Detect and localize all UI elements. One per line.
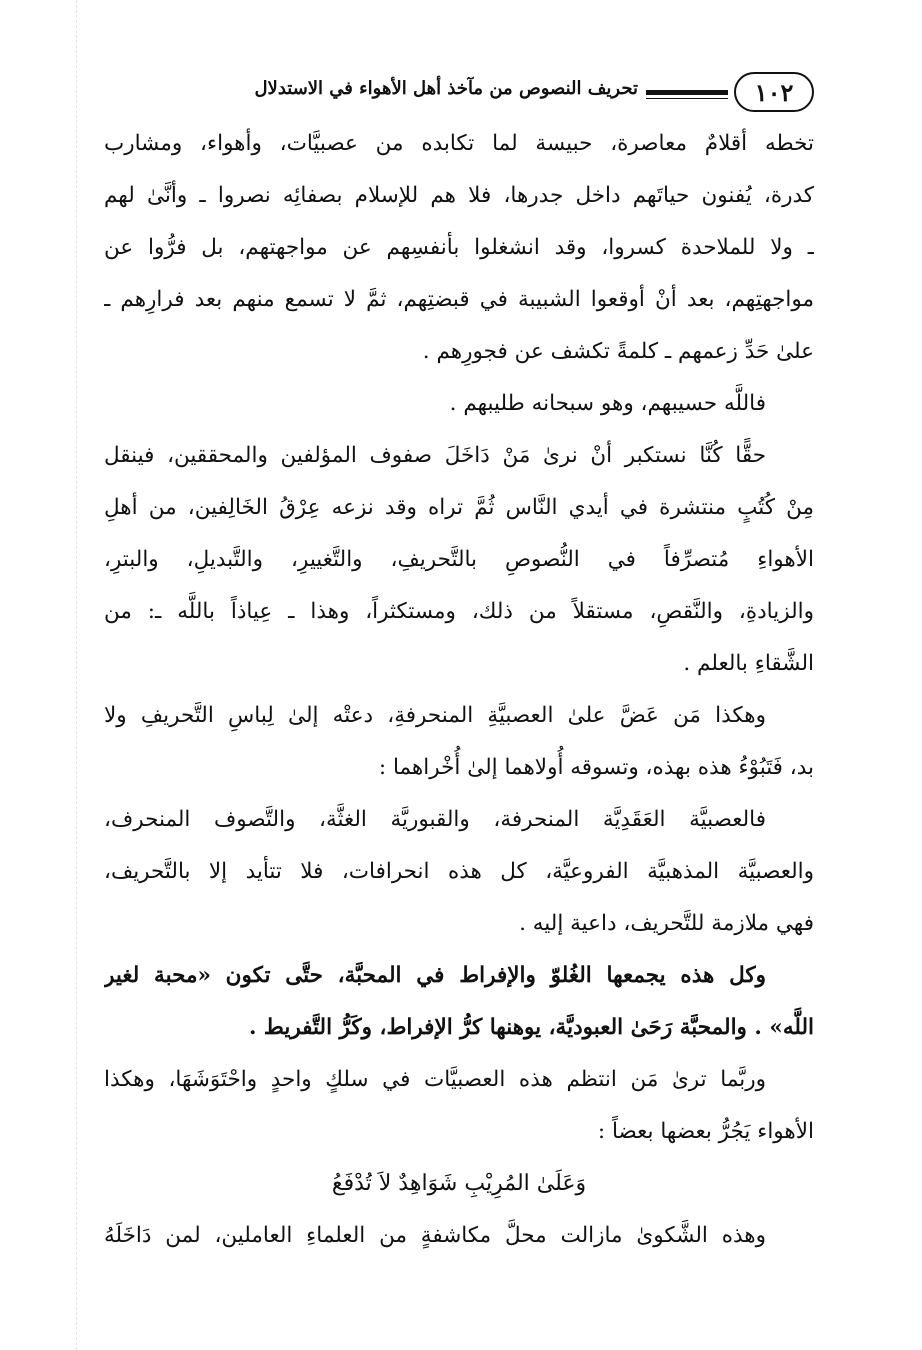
verse-line: وَعَلَىٰ المُرِيْبِ شَوَاهِدٌ لاَ تُدْفَعُ (331, 1171, 587, 1196)
text-line: كدرة، يُفنون حياتَهم داخل جدرها، فلا هم للإسلام بصفائِه نصروا ـ وأنَّىٰ لهم (104, 183, 814, 208)
page-number: ١٠٢ (734, 72, 814, 112)
text-line: فاللَّه حسيبهم، وهو سبحانه طليبهم . (449, 391, 766, 416)
text-line: حقًّا كُنَّا نستكبر أنْ نرىٰ مَنْ دَاخَلَ صفوف المؤلفين والمحققين، فينقل (104, 443, 766, 468)
text-line: فهي ملازمة للتَّحريف، داعية إليه . (519, 911, 814, 936)
text-line: وكل هذه يجمعها الغُلوّ والإفراط في المحبَّة، حتَّى تكون «محبة لغير (104, 963, 766, 988)
text-line: مواجهتِهم، بعد أنْ أوقعوا الشبيبة في قبضتِهم، ثمَّ لا تسمع منهم بعد فرارِهم ـ (104, 287, 814, 312)
text-line: والعصبيَّة المذهبيَّة الفروعيَّة، كل هذه انحرافات، فلا تتأيد إلا بالتَّحريف، (104, 859, 814, 884)
page-header (104, 72, 814, 116)
text-line: الشَّقاءِ بالعلم . (683, 651, 814, 676)
body-text (104, 118, 814, 1262)
text-line: فالعصبيَّة العَقَدِيَّة المنحرفة، والقبوريَّة الغثَّة، والتَّصوف المنحرف، (104, 807, 766, 832)
text-line: ـ ولا للملاحدة كسروا، وقد انشغلوا بأنفسِهم عن مواجهتهم، بل فرُّوا عن (104, 235, 814, 260)
header-rule-thick (646, 90, 728, 95)
text-line: الأهواءِ مُتصرِّفاً في النُّصوصِ بالتَّحريفِ، والتَّغييرِ، والتَّبديلِ، والبترِ، (104, 547, 814, 572)
text-line: تخطه أقلامٌ معاصرة، حبيسة لما تكابده من عصبيَّات، وأهواء، ومشارب (104, 131, 814, 156)
header-rule-thin (646, 98, 728, 99)
running-title: تحريف النصوص من مآخذ أهل الأهواء في الاستدلال (254, 78, 638, 99)
text-line: علىٰ حَدِّ زعمهم ـ كلمةً تكشف عن فجورِهم . (422, 339, 814, 364)
text-line: وهذه الشَّكوىٰ مازالت محلَّ مكاشفةٍ من العلماءِ العاملين، لمن دَاخَلَهُ (104, 1223, 766, 1248)
text-line: والزيادةِ، والنَّقصِ، مستقلاً من ذلك، ومستكثراً، وهذا ـ عِياذاً باللَّه ـ: من (104, 599, 814, 624)
text-line: الأهواء يَجُرُّ بعضها بعضاً : (597, 1119, 814, 1144)
scan-margin-line (76, 0, 77, 1350)
text-line: مِنْ كُتُبٍ منتشرة في أيدي النَّاس ثُمَّ تراه وقد نزعه عِرْقُ الخَالِفين، من أهلِ (104, 495, 814, 520)
text-line: وربَّما ترىٰ مَن انتظم هذه العصبيَّات في سلكٍ واحدٍ واحْتَوَشَهَا، وهكذا (104, 1067, 766, 1092)
text-line: اللَّه» . والمحبَّة رَحَىٰ العبوديَّة، يوهنها كرُّ الإفراط، وكَرُّ التَّفريط . (248, 1015, 814, 1040)
text-line: وهكذا مَن عَضَّ علىٰ العصبيَّةِ المنحرفةِ، دعتْه إلىٰ لِباسِ التَّحريفِ ولا (104, 703, 766, 728)
text-line: بد، فَتَبُوْءُ هذه بهذه، وتسوقه أُولاهما إلىٰ أُخْراهما : (378, 755, 814, 780)
